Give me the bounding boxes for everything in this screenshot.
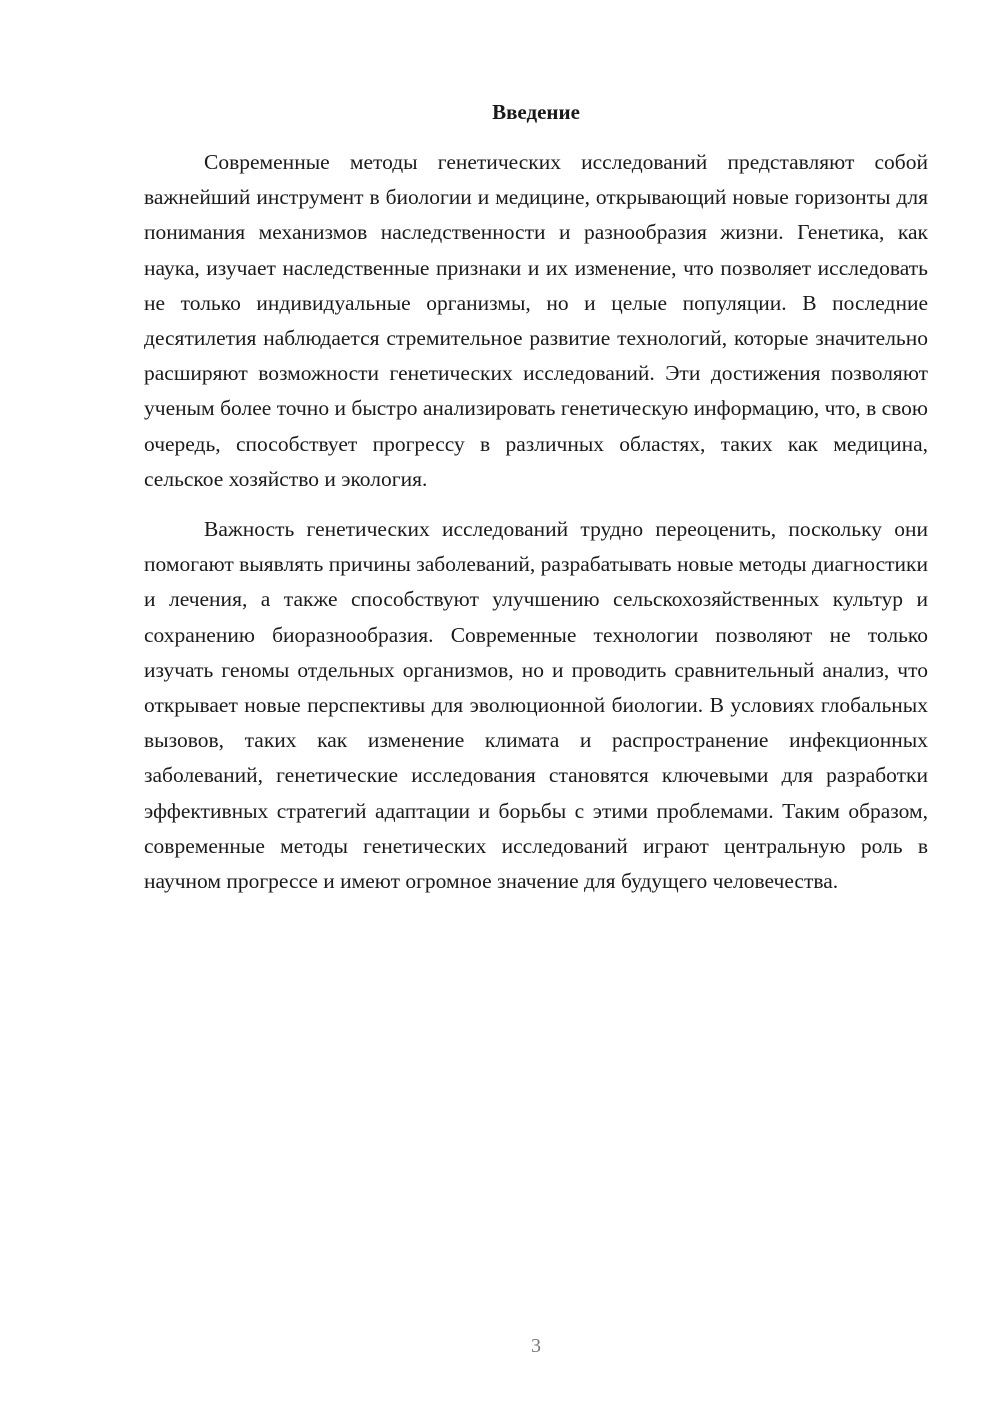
paragraph-2: Важность генетических исследований трудно переоценить, поскольку они помогают выявлять причины заболеваний, разрабатывать новые методы диагностики и лечения, а также способствуют улучшению сельскохозяйственных культур и сохранению биоразнообразия. Современные технологии позволяют не только изучать геномы отдельных организмов, но и проводить сравнительный анализ, что открывает новые перспективы для эволюционной биологии. В условиях глобальных вызовов, таких как изменение климата и распространение инфекционных заболеваний, генетические исследования становятся ключевыми для разработки эффективных стратегий адаптации и борьбы с этими проблемами. Таким образом, современные методы генетических исследований играют центральную роль в научном прогрессе и имеют огромное значение для будущего человечества.: [144, 517, 928, 894]
page-number: 3: [531, 1335, 541, 1357]
document-body: [144, 145, 928, 899]
section-heading: Введение: [492, 100, 580, 124]
paragraph-1: Современные методы генетических исследований представляют собой важнейший инструмент в биологии и медицине, открывающий новые горизонты для понимания механизмов наследственности и разнообразия жизни. Генетика, как наука, изучает наследственные признаки и их изменение, что позволяет исследовать не только индивидуальные организмы, но и целые популяции. В последние десятилетия наблюдается стремительное развитие технологий, которые значительно расширяют возможности генетических исследований. Эти достижения позволяют ученым более точно и быстро анализировать генетическую информацию, что, в свою очередь, способствует прогрессу в различных областях, таких как медицина, сельское хозяйство и экология.: [144, 150, 928, 491]
